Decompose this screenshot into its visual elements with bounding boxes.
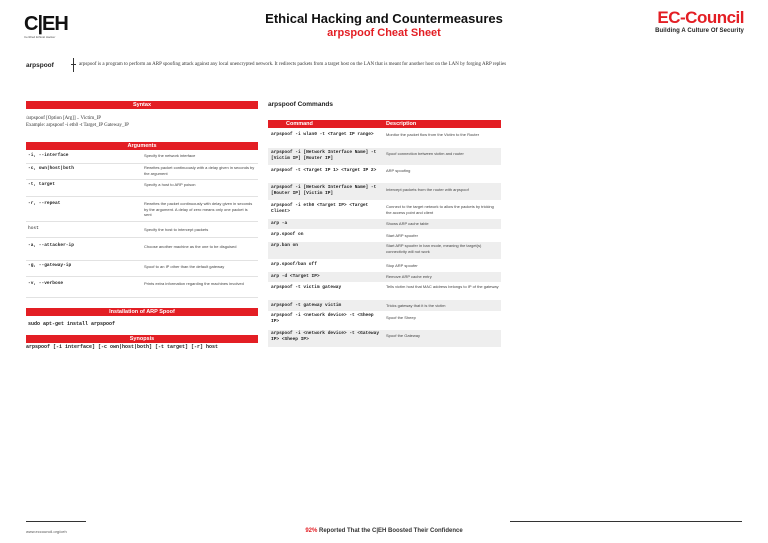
- brand-tagline: Building A Culture Of Security: [655, 28, 744, 34]
- command-description: Stop ARP spoofer: [386, 263, 418, 268]
- command-row: [268, 312, 501, 329]
- argument-description: Rewrites packet continuously with a delay given in seconds by the argument: [144, 165, 255, 176]
- command-code: arpspoof -i eth0 <Target IP> <Target Client>: [271, 203, 369, 214]
- logo-text: C|EH: [24, 13, 68, 35]
- argument-description: Specify the network interface: [144, 153, 196, 158]
- command-row: [268, 260, 501, 271]
- command-code: arp.ban on: [271, 243, 299, 248]
- claim-text: Reported That the C|EH Boosted Their Confidence: [317, 528, 463, 534]
- command-row: [268, 166, 501, 182]
- command-code: arpspoof -t gateway victim: [271, 303, 342, 308]
- command-row: [268, 201, 501, 218]
- command-row: [268, 130, 501, 147]
- argument-option: -g, --gateway-ip: [28, 263, 72, 268]
- argument-option: host: [28, 226, 39, 231]
- argument-description: Prints extra information regarding the machines involved: [144, 281, 244, 286]
- command-code: arpspoof -i <network device> -t <Sheep IP>: [271, 313, 374, 324]
- arguments-heading: Arguments: [26, 142, 258, 150]
- synopsis-text: arpspoof [-i interface] [-c own|host|both] [-t target] [-r] host: [26, 344, 219, 350]
- argument-row: [26, 225, 258, 238]
- argument-option: -c, own|host|both: [28, 166, 74, 171]
- argument-row: [26, 152, 258, 164]
- command-description: Tricks gateway that it is the victim: [386, 303, 446, 308]
- argument-description: Spoof to an IP other than the default gateway: [144, 264, 225, 269]
- argument-description: Specify the host to intercept packets: [144, 227, 209, 232]
- tool-name: arpspoof: [26, 62, 54, 69]
- footer-claim: [200, 528, 568, 534]
- claim-percent: 92%: [305, 528, 318, 534]
- argument-option: -a, --attacker-ip: [28, 243, 74, 248]
- command-description: ARP spoofing: [386, 168, 411, 173]
- command-code: arp.spoof/ban off: [271, 262, 317, 267]
- argument-option: -r, --repeat: [28, 201, 61, 206]
- document-subtitle: arpspoof Cheat Sheet: [327, 27, 441, 39]
- command-code: arpspoof -t victim gateway: [271, 285, 342, 290]
- command-code: arpspoof -t <Target IP 1> <Target IP 2>: [271, 168, 377, 173]
- argument-row: [26, 280, 258, 298]
- command-row: [268, 183, 501, 200]
- argument-description: Choose another machine as the one to be disguised: [144, 244, 237, 249]
- argument-row: [26, 165, 258, 180]
- command-row: [268, 148, 501, 165]
- argument-row: [26, 262, 258, 277]
- commands-heading: arpspoof Commands: [268, 101, 334, 108]
- footer-url-link[interactable]: www.eccouncil.org/ceh: [26, 529, 67, 534]
- command-description: Tells victim host that MAC address belongs to IP of the gateway: [386, 284, 499, 289]
- argument-row: [26, 181, 258, 197]
- synopsis-heading: Synopsis: [26, 335, 258, 343]
- document-title: Ethical Hacking and Countermeasures: [265, 11, 503, 26]
- command-row: [268, 230, 501, 241]
- syntax-heading: Syntax: [26, 101, 258, 109]
- command-code: arp -d <Target IP>: [271, 274, 320, 279]
- column-header-command: Command: [286, 121, 313, 127]
- footer-divider-right: [510, 521, 742, 522]
- command-code: arpspoof -i [Network Interface Name] -t [Victim IP] [Router IP]: [271, 150, 377, 161]
- install-command: sudo apt-get install arpspoof: [28, 321, 116, 327]
- commands-table-header: [268, 120, 501, 128]
- command-description: Spoof connection between victim and router: [386, 151, 464, 156]
- column-header-description: Description: [386, 121, 417, 127]
- syntax-line: /arpspoof [Option [Arg]] .. Victim_IP: [26, 116, 102, 121]
- command-code: arpspoof -i wlan0 -t <Target IP range>: [271, 132, 374, 137]
- ec-council-logo: [655, 8, 744, 34]
- installation-heading: Installation of ARP Spoof: [26, 308, 258, 316]
- command-row: [268, 330, 501, 347]
- command-row: [268, 242, 501, 259]
- argument-option: -v, --verbose: [28, 281, 64, 286]
- command-code: arpspoof -i [Network Interface Name] -t [Router IP] [Victim IP]: [271, 185, 377, 196]
- command-description: Spoof the Gateway: [386, 333, 421, 338]
- argument-option: -t, target: [28, 182, 56, 187]
- ceh-logo: [24, 13, 68, 39]
- brand-name: EC-Council: [657, 8, 744, 27]
- command-code: arp.spoof on: [271, 232, 304, 237]
- intro-divider: [73, 58, 74, 72]
- command-row: [268, 272, 501, 282]
- command-row: [268, 219, 501, 229]
- tool-description: arpspoof is a program to perform an ARP spoofing attack against any local unencrypted network. It redirects packets from a target host on the LAN that is meant for another host on the LAN by forging ARP replies: [79, 62, 507, 67]
- command-description: Spoof the Sheep: [386, 315, 416, 320]
- command-row: [268, 300, 501, 311]
- command-code: arp -a: [271, 221, 288, 226]
- command-description: Start ARP spoofer: [386, 233, 418, 238]
- syntax-example: Example: arpspoof -i eth0 -t Target_IP Gateway_IP: [26, 123, 129, 128]
- argument-description: Specify a host to ARP poison: [144, 182, 196, 187]
- command-description: Intercept packets from the router with arpspoof: [386, 187, 469, 192]
- logo-subtext: Certified Ethical Hacker: [24, 35, 56, 39]
- command-description: Monitor the packet flow from the Victim to the Router: [386, 132, 480, 137]
- command-code: arpspoof -i <network device> -t <Gateway IP> <Sheep IP>: [271, 331, 380, 342]
- footer-divider-left: [26, 521, 86, 522]
- argument-row: [26, 242, 258, 261]
- command-row: [268, 283, 501, 299]
- command-description: Shows ARP cache table: [386, 221, 429, 226]
- argument-row: [26, 200, 258, 222]
- argument-description: Rewrites the packet continuously with delay given in seconds by the argument. A delay of zero means only one packet is sent: [144, 201, 253, 217]
- command-description: Start ARP spoofer in ban mode, meaning the target(s) connectivity will not work: [386, 243, 482, 254]
- command-description: Connect to the target network to allow the packets by tricking the access point and client: [386, 204, 494, 215]
- argument-option: -i, --interface: [28, 153, 69, 158]
- intro-divider-tick: [71, 64, 76, 65]
- command-description: Remove ARP cache entry: [386, 274, 432, 279]
